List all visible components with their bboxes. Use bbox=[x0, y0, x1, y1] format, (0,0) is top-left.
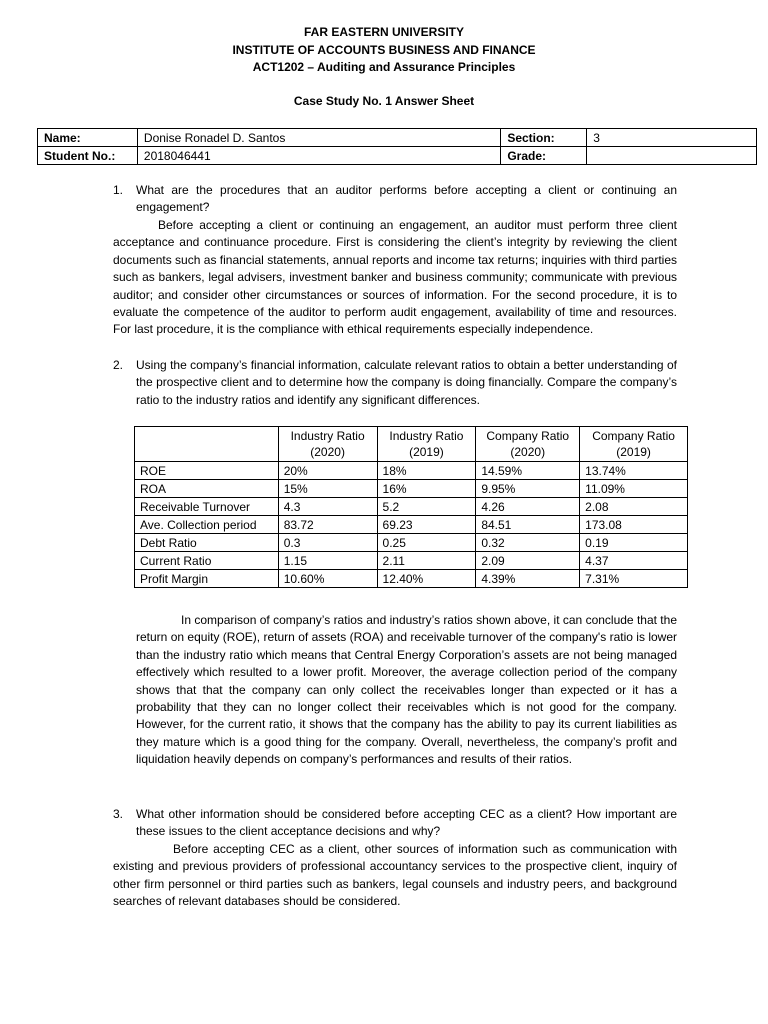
column-header bbox=[278, 427, 377, 462]
table-row bbox=[135, 480, 688, 498]
column-header bbox=[377, 427, 476, 462]
column-header-line2: (2019) bbox=[409, 445, 444, 459]
question-3-text: What other information should be considered before accepting CEC as a client? How important are these issues to the client acceptance decisions and why? bbox=[136, 807, 677, 839]
institute-name: INSTITUTE OF ACCOUNTS BUSINESS AND FINANCE bbox=[232, 42, 536, 57]
course-title: ACT1202 – Auditing and Assurance Principles bbox=[252, 60, 516, 74]
table-cell: 16% bbox=[377, 480, 476, 498]
table-cell: 1.15 bbox=[278, 552, 377, 570]
student-no-label: Student No.: bbox=[38, 147, 138, 165]
column-header bbox=[476, 427, 580, 462]
row-label: ROA bbox=[135, 480, 279, 498]
table-row bbox=[135, 552, 688, 570]
student-no-value: 2018046441 bbox=[137, 147, 500, 165]
table-cell: 20% bbox=[278, 462, 377, 480]
ratio-table-header-row bbox=[135, 427, 688, 462]
student-info-table bbox=[37, 128, 757, 165]
table-cell: 14.59% bbox=[476, 462, 580, 480]
table-cell: 84.51 bbox=[476, 516, 580, 534]
grade-label: Grade: bbox=[501, 147, 587, 165]
column-header-line1: Company Ratio bbox=[592, 429, 675, 443]
table-cell: 15% bbox=[278, 480, 377, 498]
university-name: FAR EASTERN UNIVERSITY bbox=[303, 25, 465, 39]
table-cell: 4.26 bbox=[476, 498, 580, 516]
table-cell: 4.39% bbox=[476, 570, 580, 588]
ratio-table-corner bbox=[135, 427, 279, 462]
table-cell: 2.09 bbox=[476, 552, 580, 570]
question-3-number: 3. bbox=[113, 807, 124, 821]
table-cell: 7.31% bbox=[580, 570, 688, 588]
answer-3: Before accepting CEC as a client, other sources of information such as communication with existing and previous providers of professional accountancy services to the prospective client, inquiry of other firm personnel or third parties such as bankers, legal counsels and industry peers, and background searches of relevant databases should be considered. bbox=[113, 842, 677, 909]
table-cell: 4.37 bbox=[580, 552, 688, 570]
answer-2: In comparison of company’s ratios and industry’s ratios shown above, it can conclude that the return on equity (ROE), return of assets (ROA) and receivable turnover of the company's ratio is lower than the industry ratio which means that Central Energy Corporation’s assets are not being managed effectively which resulted to a lower profit. Moreover, the average collection period of the company shows that that the company can only collect the receivables longer than expected or it has a probability that they can no longer collect their receivables which is not good for the company. However, for the current ratio, it shows that the company has the ability to pay its current liabilities as they mature which is a good thing for the company. Overall, nevertheless, the company’s profit and liquidation heavily depends on company’s performances and results of their ratios. bbox=[136, 613, 677, 767]
table-row bbox=[135, 516, 688, 534]
column-header-line2: (2020) bbox=[310, 445, 345, 459]
question-2-text: Using the company’s financial information, calculate relevant ratios to obtain a better understanding of the prospective client and to determine how the company is doing financially. Compare the company’s ratio to the industry ratios and identify any significant differences. bbox=[136, 358, 677, 407]
table-cell: 13.74% bbox=[580, 462, 688, 480]
table-cell: 2.08 bbox=[580, 498, 688, 516]
question-1-number: 1. bbox=[113, 183, 124, 197]
question-2-number: 2. bbox=[113, 358, 124, 372]
table-cell: 9.95% bbox=[476, 480, 580, 498]
table-cell: 173.08 bbox=[580, 516, 688, 534]
column-header-line1: Industry Ratio bbox=[290, 429, 365, 443]
table-row bbox=[135, 462, 688, 480]
ratio-table bbox=[134, 426, 688, 588]
question-1-text: What are the procedures that an auditor performs before accepting a client or continuing an engagement? bbox=[136, 183, 677, 215]
table-cell: 69.23 bbox=[377, 516, 476, 534]
document-header bbox=[0, 24, 768, 77]
question-1 bbox=[113, 182, 677, 217]
info-row-name bbox=[38, 129, 757, 147]
question-3 bbox=[113, 806, 677, 841]
row-label: ROE bbox=[135, 462, 279, 480]
table-cell: 0.19 bbox=[580, 534, 688, 552]
table-row bbox=[135, 498, 688, 516]
table-cell: 11.09% bbox=[580, 480, 688, 498]
table-cell: 2.11 bbox=[377, 552, 476, 570]
section-value: 3 bbox=[587, 129, 757, 147]
table-row bbox=[135, 570, 688, 588]
table-cell: 18% bbox=[377, 462, 476, 480]
table-cell: 12.40% bbox=[377, 570, 476, 588]
table-cell: 0.3 bbox=[278, 534, 377, 552]
row-label: Ave. Collection period bbox=[135, 516, 279, 534]
table-cell: 5.2 bbox=[377, 498, 476, 516]
row-label: Profit Margin bbox=[135, 570, 279, 588]
grade-value bbox=[587, 147, 757, 165]
row-label: Receivable Turnover bbox=[135, 498, 279, 516]
column-header-line1: Industry Ratio bbox=[389, 429, 464, 443]
table-row bbox=[135, 534, 688, 552]
row-label: Debt Ratio bbox=[135, 534, 279, 552]
answer-1: Before accepting a client or continuing an engagement, an auditor must perform three client acceptance and continuance procedure. First is considering the client’s integrity by reviewing the client documents such as financial statements, annual reports and income tax returns; inquiries with third parties such as bankers, legal advisers, investment banker and business community; communicate with previous auditor; and consider other circumstances or sources of information. For the second procedure, it is to evaluate the competence of the auditor to perform audit engagement, availability of time and resources. For last procedure, it is the compliance with ethical requirements especially independence. bbox=[113, 218, 677, 337]
name-label: Name: bbox=[38, 129, 138, 147]
info-row-student bbox=[38, 147, 757, 165]
question-2 bbox=[113, 357, 677, 409]
column-header-line2: (2019) bbox=[616, 445, 651, 459]
name-value: Donise Ronadel D. Santos bbox=[137, 129, 500, 147]
table-cell: 0.25 bbox=[377, 534, 476, 552]
sheet-title: Case Study No. 1 Answer Sheet bbox=[293, 94, 475, 108]
column-header bbox=[580, 427, 688, 462]
table-cell: 0.32 bbox=[476, 534, 580, 552]
column-header-line1: Company Ratio bbox=[486, 429, 570, 443]
table-cell: 83.72 bbox=[278, 516, 377, 534]
table-cell: 10.60% bbox=[278, 570, 377, 588]
section-label: Section: bbox=[501, 129, 587, 147]
row-label: Current Ratio bbox=[135, 552, 279, 570]
column-header-line2: (2020) bbox=[510, 445, 546, 459]
table-cell: 4.3 bbox=[278, 498, 377, 516]
